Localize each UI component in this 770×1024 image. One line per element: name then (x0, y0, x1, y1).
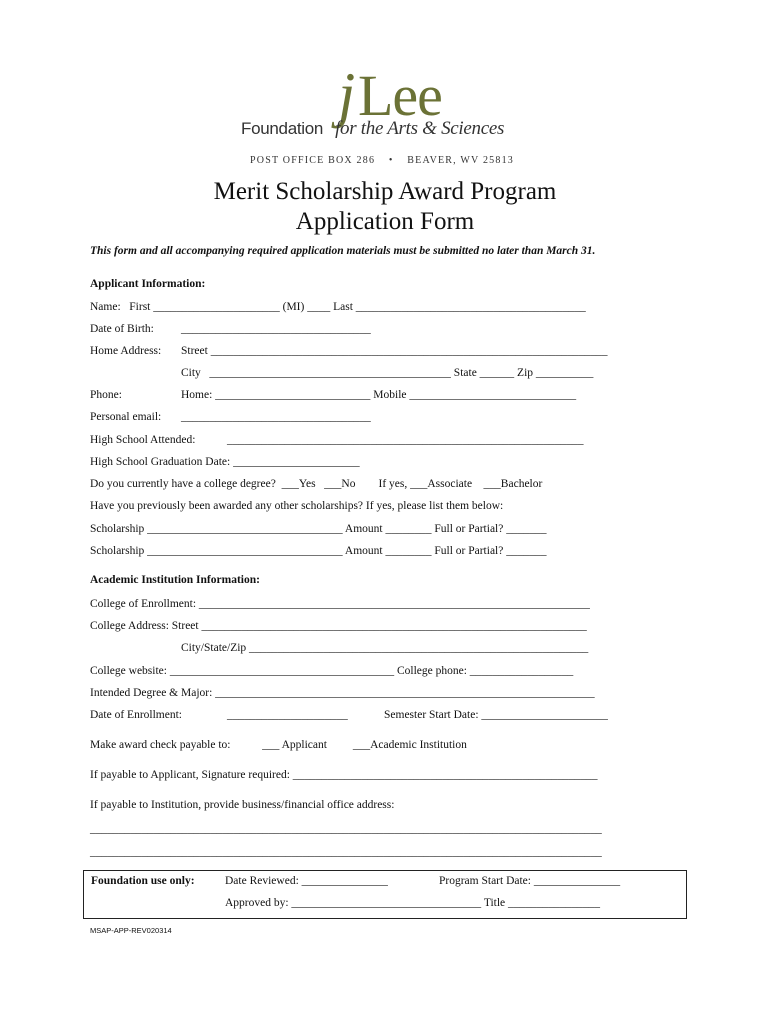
foundation-use-label: Foundation use only: (91, 875, 195, 887)
college-address-field[interactable]: College Address: Street ___________________________________________________________________ (90, 620, 587, 632)
college-degree-question[interactable]: Do you currently have a college degree? ___Yes ___No If yes, ___Associate ___Bachelor (90, 478, 543, 490)
scholarship-row-1[interactable]: Scholarship __________________________________ Amount ________ Full or Partial? _______ (90, 523, 547, 535)
phone-field[interactable]: Home: ___________________________ Mobile _____________________________ (181, 389, 577, 401)
address-right: BEAVER, WV 25813 (407, 155, 514, 166)
date-reviewed-field[interactable]: Date Reviewed: _______________ (225, 875, 388, 887)
signature-field[interactable]: If payable to Applicant, Signature required: _____________________________________________________ (90, 769, 598, 781)
approved-by-field[interactable]: Approved by: _________________________________ Title ________________ (225, 897, 601, 909)
dob-label: Date of Birth: (90, 323, 154, 335)
college-website-phone-field[interactable]: College website: _______________________________________ College phone: __________________ (90, 665, 574, 677)
college-city-state-zip-field[interactable]: City/State/Zip ___________________________________________________________ (181, 642, 589, 654)
high-school-label: High School Attended: (90, 434, 196, 446)
city-state-zip-field[interactable]: City __________________________________________ State ______ Zip __________ (181, 367, 594, 379)
applicant-heading: Applicant Information: (90, 278, 206, 290)
semester-start-field[interactable]: Semester Start Date: ______________________ (384, 709, 608, 721)
high-school-field[interactable]: ______________________________________________________________ (227, 434, 584, 446)
scholarships-question: Have you previously been awarded any other scholarships? If yes, please list them below: (90, 500, 504, 512)
email-field[interactable]: _________________________________ (181, 411, 371, 423)
address (232, 155, 532, 166)
logo-lee: Lee (358, 63, 442, 128)
office-address-line-1[interactable]: _________________________________________________________________________________________ (90, 823, 602, 835)
home-address-label: Home Address: (90, 345, 162, 357)
deadline-notice: This form and all accompanying required application materials must be submitted no later than March 31. (90, 245, 596, 257)
dob-field[interactable]: _________________________________ (181, 323, 371, 335)
program-start-field[interactable]: Program Start Date: _______________ (439, 875, 621, 887)
logo-j: j (338, 61, 356, 129)
payable-to-options[interactable]: Make award check payable to: ___ Applicant ___Academic Institution (90, 739, 467, 751)
graduation-date-field[interactable]: High School Graduation Date: ______________________ (90, 456, 360, 468)
page-subtitle: Application Form (295, 208, 475, 235)
logo-tagline-row (241, 118, 504, 140)
logo-foundation: Foundation (241, 119, 324, 138)
form-code: MSAP-APP-REV020314 (90, 926, 172, 935)
degree-major-field[interactable]: Intended Degree & Major: __________________________________________________________________ (90, 687, 595, 699)
scholarship-row-2[interactable]: Scholarship __________________________________ Amount ________ Full or Partial? _______ (90, 545, 547, 557)
address-bullet: • (388, 155, 394, 166)
phone-label: Phone: (90, 389, 122, 401)
street-field[interactable]: Street _____________________________________________________________________ (181, 345, 608, 357)
page-title: Merit Scholarship Award Program (213, 178, 557, 205)
email-label: Personal email: (90, 411, 162, 423)
address-left: POST OFFICE BOX 286 (250, 155, 376, 166)
office-address-prompt: If payable to Institution, provide business/financial office address: (90, 799, 395, 811)
enrollment-date-field[interactable]: _____________________ (227, 709, 348, 721)
office-address-line-2[interactable]: _________________________________________________________________________________________ (90, 846, 602, 858)
logo-tagline: for the Arts & Sciences (335, 118, 505, 139)
enrollment-date-label: Date of Enrollment: (90, 709, 182, 721)
academic-heading: Academic Institution Information: (90, 574, 260, 586)
college-enrollment-field[interactable]: College of Enrollment: ____________________________________________________________________ (90, 598, 590, 610)
name-field[interactable]: Name: First ______________________ (MI) ____ Last ________________________________________ (90, 301, 586, 313)
